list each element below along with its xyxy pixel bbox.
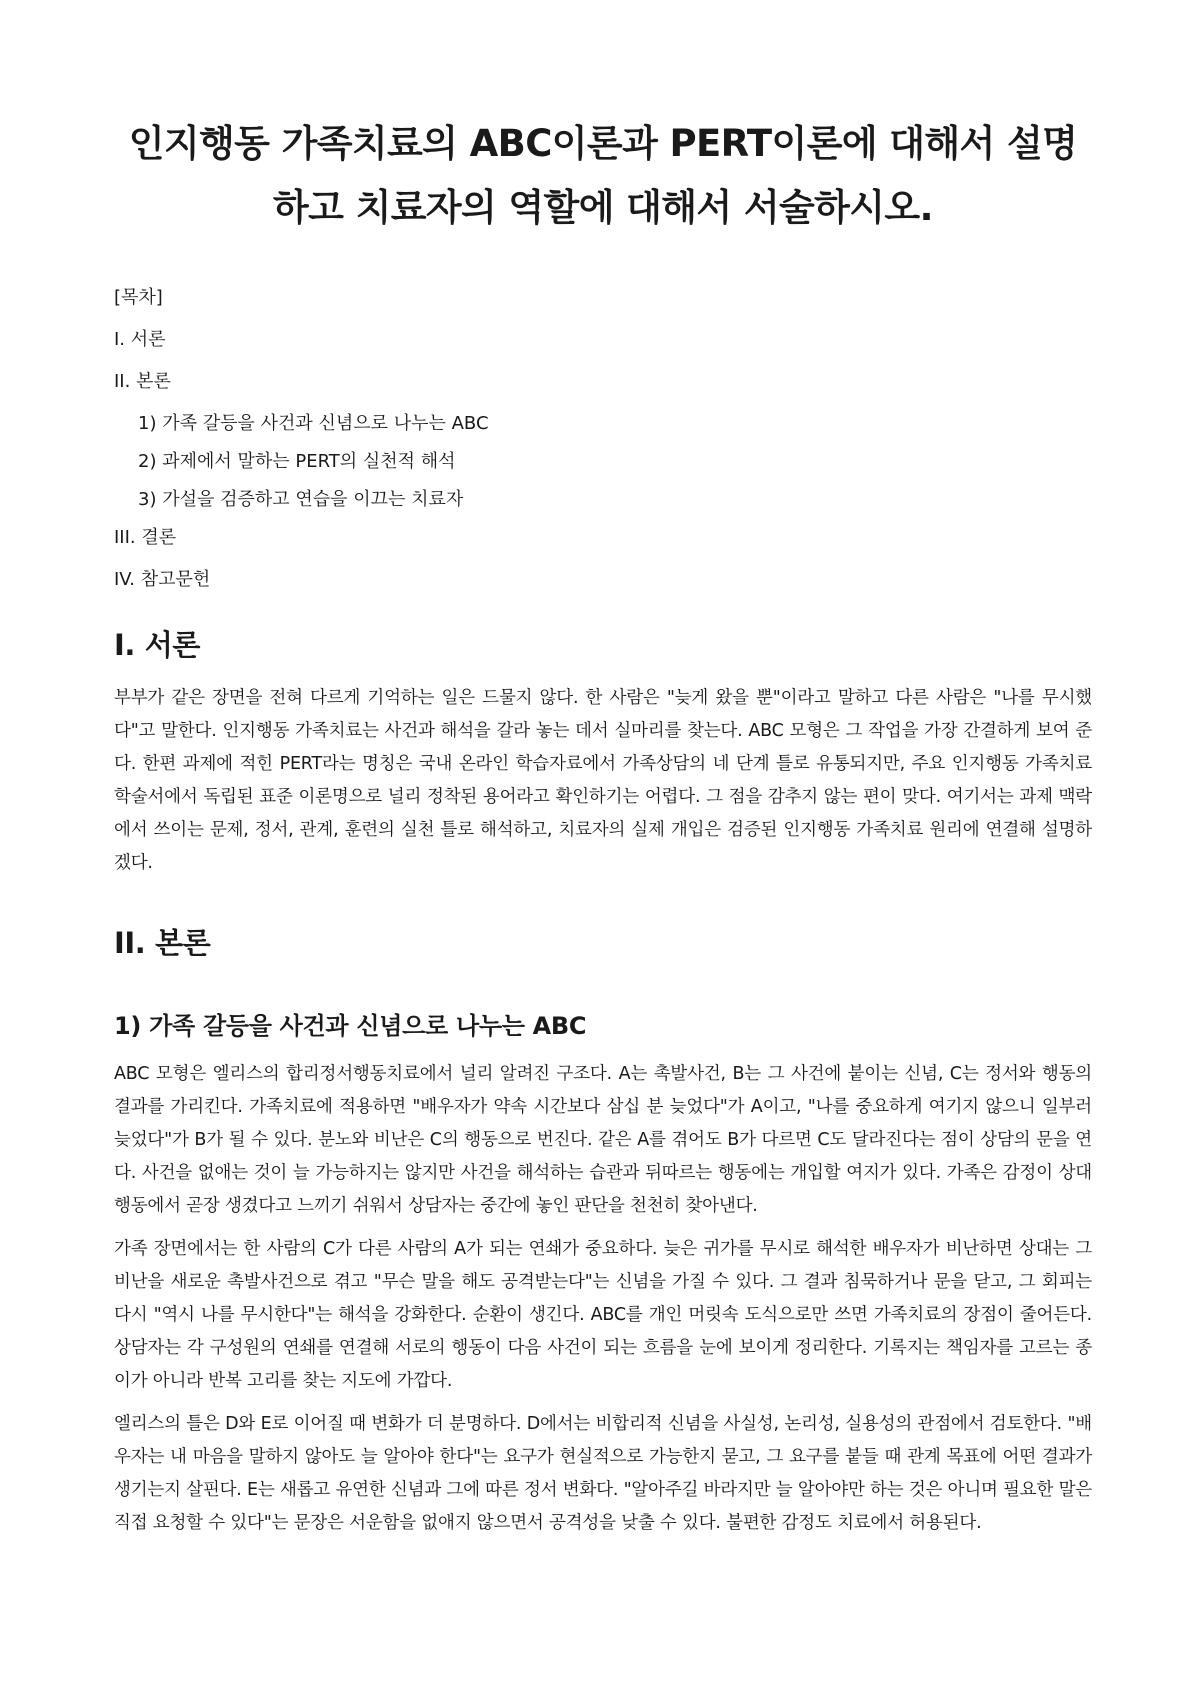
toc-item-body-3: 3) 가설을 검증하고 연습을 이끄는 치료자 bbox=[138, 489, 464, 510]
subsection-heading-abc: 1) 가족 갈등을 사건과 신념으로 나누는 ABC bbox=[114, 1012, 587, 1040]
abc-paragraph-3: 엘리스의 틀은 D와 E로 이어질 때 변화가 더 분명하다. D에서는 비합리적 신념을 사실성, 논리성, 실용성의 관점에서 검토한다. "배우자는 내 마음을 말하지 않아도 늘 알아야 한다"는 요구가 현실적으로 가능한지 묻고, 그 요구를 붙들 때 관계 목표에 어떤 결과가 생기는지 살핀다. E는 새롭고 유연한 신념과 그에 따른 정서 변화다. "알아주길 바라지만 늘 알아야만 하는 것은 아니며 필요한 말은 직접 요청할 수 있다"는 문장은 서운함을 없애지 않으면서 공격성을 낮출 수 있다. 불편한 감정도 치료에서 허용된다. bbox=[114, 1414, 1092, 1533]
table-of-contents bbox=[114, 286, 1092, 592]
abc-paragraph-2: 가족 장면에서는 한 사람의 C가 다른 사람의 A가 되는 연쇄가 중요하다. 늦은 귀가를 무시로 해석한 배우자가 비난하면 상대는 그 비난을 새로운 촉발사건으로 겪고 "무슨 말을 해도 공격받는다"는 신념을 가질 수 있다. 그 결과 침묵하거나 문을 닫고, 그 회피는 다시 "역시 나를 무시한다"는 해석을 강화한다. 순환이 생긴다. ABC를 개인 머릿속 도식으로만 쓰면 가족치료의 장점이 줄어든다. 상담자는 각 구성원의 연쇄를 연결해 서로의 행동이 다음 사건이 되는 흐름을 눈에 보이게 정리한다. 기록지는 책임자를 고르는 종이가 아니라 반복 고리를 찾는 지도에 가깝다. bbox=[114, 1239, 1092, 1391]
toc-item-body-2: 2) 과제에서 말하는 PERT의 실천적 해석 bbox=[138, 451, 456, 472]
toc-item-conclusion: III. 결론 bbox=[114, 527, 177, 548]
intro-paragraph: 부부가 같은 장면을 전혀 다르게 기억하는 일은 드물지 않다. 한 사람은 "늦게 왔을 뿐"이라고 말하고 다른 사람은 "나를 무시했다"고 말한다. 인지행동 가족치료는 사건과 해석을 갈라 놓는 데서 실마리를 찾는다. ABC 모형은 그 작업을 가장 간결하게 보여 준다. 한편 과제에 적힌 PERT라는 명칭은 국내 온라인 학습자료에서 가족상담의 네 단계 틀로 유통되지만, 주요 인지행동 가족치료 학술서에서 독립된 표준 이론명으로 널리 정착된 용어라고 확인하기는 어렵다. 그 점을 감추지 않는 편이 맞다. 여기서는 과제 맥락에서 쓰이는 문제, 정서, 관계, 훈련의 실천 틀로 해석하고, 치료자의 실제 개입은 검증된 인지행동 가족치료 원리에 연결해 설명하겠다. bbox=[114, 688, 1092, 873]
section-heading-intro: I. 서론 bbox=[114, 628, 200, 662]
toc-item-body-1: 1) 가족 갈등을 사건과 신념으로 나누는 ABC bbox=[138, 413, 489, 434]
toc-item-references: IV. 참고문헌 bbox=[114, 569, 211, 590]
toc-label: [목차] bbox=[114, 287, 163, 308]
section-heading-body: II. 본론 bbox=[114, 926, 211, 960]
document-title: 인지행동 가족치료의 ABC이론과 PERT이론에 대해서 설명하고 치료자의 역할에 대해서 서술하시오. bbox=[128, 122, 1078, 229]
toc-item-body: II. 본론 bbox=[114, 371, 171, 392]
abc-paragraph-1: ABC 모형은 엘리스의 합리정서행동치료에서 널리 알려진 구조다. A는 촉발사건, B는 그 사건에 붙이는 신념, C는 정서와 행동의 결과를 가리킨다. 가족치료에 적용하면 "배우자가 약속 시간보다 삼십 분 늦었다"가 A이고, "나를 중요하게 여기지 않으니 일부러 늦었다"가 B가 될 수 있다. 분노와 비난은 C의 행동으로 번진다. 같은 A를 겪어도 B가 다르면 C도 달라진다는 점이 상담의 문을 연다. 사건을 없애는 것이 늘 가능하지는 않지만 사건을 해석하는 습관과 뒤따르는 행동에는 개입할 여지가 있다. 가족은 감정이 상대 행동에서 곧장 생겼다고 느끼기 쉬워서 상담자는 중간에 놓인 판단을 천천히 찾아낸다. bbox=[114, 1064, 1092, 1216]
toc-item-intro: I. 서론 bbox=[114, 329, 166, 350]
